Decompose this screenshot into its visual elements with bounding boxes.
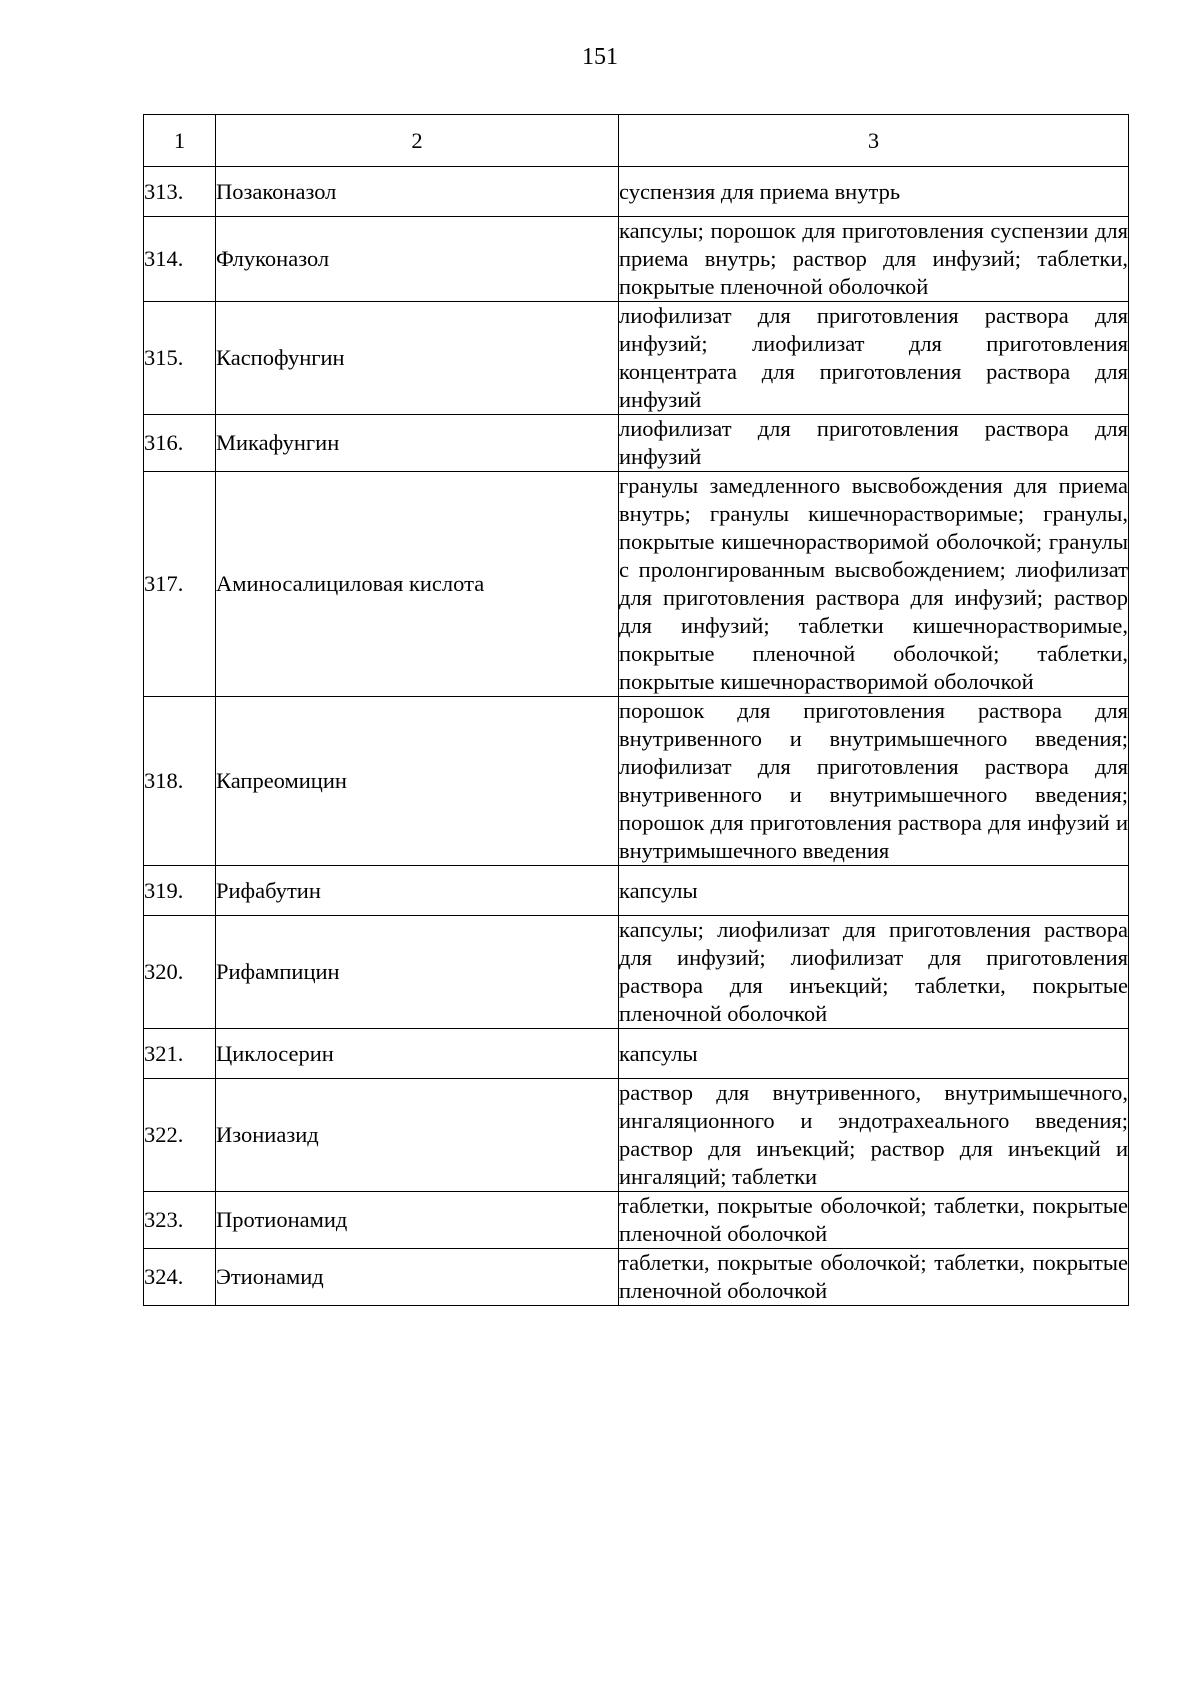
row-number: 322. xyxy=(144,1079,216,1192)
page-number: 151 xyxy=(582,44,618,70)
dosage-form: суспензия для приема внутрь xyxy=(619,167,1129,217)
dosage-form: капсулы xyxy=(619,1029,1129,1079)
column-header: 2 xyxy=(216,115,619,167)
table-row xyxy=(144,1079,1129,1192)
dosage-form: гранулы замедленного высвобождения для приема внутрь; гранулы кишечнорастворимые; гранулы, покрытые кишечнорастворимой оболочкой; гранулы с пролонгированным высвобождением; лиофилизат для приготовления раствора для инфузий; раствор для инфузий; таблетки кишечнорастворимые, покрытые пленочной оболочкой; таблетки, покрытые кишечнорастворимой оболочкой xyxy=(619,472,1129,697)
table-row xyxy=(144,302,1129,415)
row-number: 314. xyxy=(144,217,216,302)
table-header-row xyxy=(144,115,1129,167)
table-row xyxy=(144,697,1129,866)
dosage-form: таблетки, покрытые оболочкой; таблетки, покрытые пленочной оболочкой xyxy=(619,1192,1129,1249)
column-header: 3 xyxy=(619,115,1129,167)
dosage-form: капсулы xyxy=(619,866,1129,916)
drug-name: Рифабутин xyxy=(216,866,619,916)
row-number: 313. xyxy=(144,167,216,217)
row-number: 320. xyxy=(144,916,216,1029)
drug-name: Капреомицин xyxy=(216,697,619,866)
drug-name: Каспофунгин xyxy=(216,302,619,415)
dosage-form: порошок для приготовления раствора для внутривенного и внутримышечного введения; лиофилизат для приготовления раствора для внутривенного и внутримышечного введения; порошок для приготовления раствора для инфузий и внутримышечного введения xyxy=(619,697,1129,866)
table-row xyxy=(144,1249,1129,1306)
row-number: 321. xyxy=(144,1029,216,1079)
row-number: 318. xyxy=(144,697,216,866)
table-row xyxy=(144,1029,1129,1079)
table-row xyxy=(144,415,1129,472)
row-number: 324. xyxy=(144,1249,216,1306)
drug-name: Рифампицин xyxy=(216,916,619,1029)
table-row xyxy=(144,1192,1129,1249)
drug-name: Этионамид xyxy=(216,1249,619,1306)
dosage-form: лиофилизат для приготовления раствора для инфузий; лиофилизат для приготовления концентрата для приготовления раствора для инфузий xyxy=(619,302,1129,415)
dosage-form: таблетки, покрытые оболочкой; таблетки, покрытые пленочной оболочкой xyxy=(619,1249,1129,1306)
drug-name: Циклосерин xyxy=(216,1029,619,1079)
row-number: 319. xyxy=(144,866,216,916)
drug-table xyxy=(143,114,1129,1306)
drug-name: Микафунгин xyxy=(216,415,619,472)
table-row xyxy=(144,866,1129,916)
drug-name: Флуконазол xyxy=(216,217,619,302)
column-header: 1 xyxy=(144,115,216,167)
dosage-form: капсулы; порошок для приготовления суспензии для приема внутрь; раствор для инфузий; таблетки, покрытые пленочной оболочкой xyxy=(619,217,1129,302)
table-row xyxy=(144,167,1129,217)
row-number: 315. xyxy=(144,302,216,415)
row-number: 323. xyxy=(144,1192,216,1249)
table-row xyxy=(144,472,1129,697)
drug-name: Протионамид xyxy=(216,1192,619,1249)
row-number: 317. xyxy=(144,472,216,697)
table-row xyxy=(144,916,1129,1029)
dosage-form: раствор для внутривенного, внутримышечного, ингаляционного и эндотрахеального введения; раствор для инъекций; раствор для инъекций и ингаляций; таблетки xyxy=(619,1079,1129,1192)
drug-name: Позаконазол xyxy=(216,167,619,217)
row-number: 316. xyxy=(144,415,216,472)
dosage-form: лиофилизат для приготовления раствора для инфузий xyxy=(619,415,1129,472)
table-row xyxy=(144,217,1129,302)
drug-name: Изониазид xyxy=(216,1079,619,1192)
dosage-form: капсулы; лиофилизат для приготовления раствора для инфузий; лиофилизат для приготовления раствора для инъекций; таблетки, покрытые пленочной оболочкой xyxy=(619,916,1129,1029)
drug-name: Аминосалициловая кислота xyxy=(216,472,619,697)
